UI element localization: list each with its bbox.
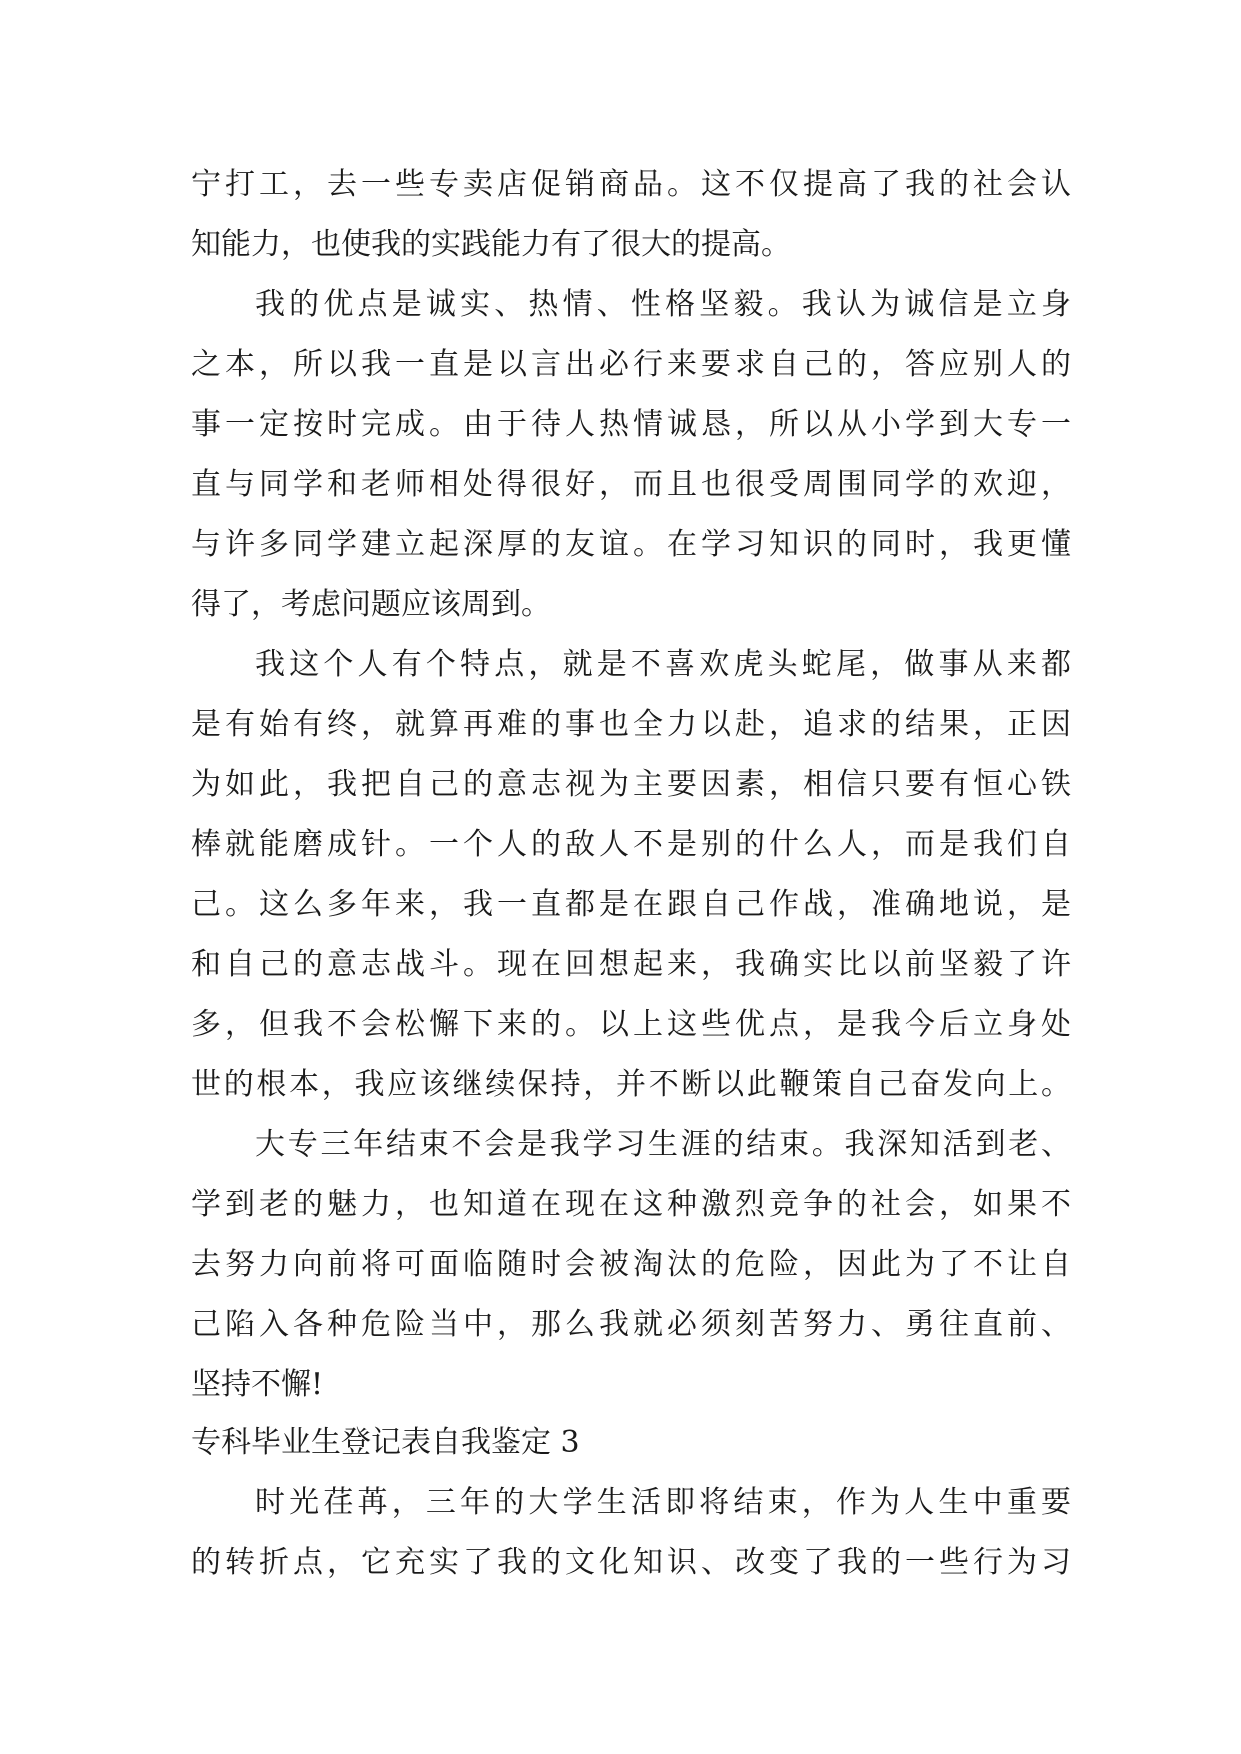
paragraph-line: 多，但我不会松懈下来的。以上这些优点，是我今后立身处 <box>191 1007 1071 1042</box>
paragraph-line: 棒就能磨成针。一个人的敌人不是别的什么人，而是我们自 <box>191 827 1071 862</box>
paragraph-line: 知能力，也使我的实践能力有了很大的提高。 <box>191 227 791 262</box>
paragraph-line: 的转折点，它充实了我的文化知识、改变了我的一些行为习 <box>191 1545 1071 1580</box>
paragraph-line: 世的根本，我应该继续保持，并不断以此鞭策自己奋发向上。 <box>191 1067 1071 1102</box>
paragraph-line: 坚持不懈! <box>191 1367 324 1402</box>
section-heading: 专科毕业生登记表自我鉴定 3 <box>191 1425 580 1460</box>
paragraph-line: 己陷入各种危险当中，那么我就必须刻苦努力、勇往直前、 <box>191 1307 1071 1342</box>
paragraph-line: 时光荏苒，三年的大学生活即将结束，作为人生中重要 <box>255 1485 1071 1520</box>
paragraph-line: 我这个人有个特点，就是不喜欢虎头蛇尾，做事从来都 <box>255 647 1071 682</box>
paragraph-line: 为如此，我把自己的意志视为主要因素，相信只要有恒心铁 <box>191 767 1071 802</box>
paragraph-line: 之本，所以我一直是以言出必行来要求自己的，答应别人的 <box>191 347 1071 382</box>
paragraph-line: 和自己的意志战斗。现在回想起来，我确实比以前坚毅了许 <box>191 947 1071 982</box>
paragraph-line: 与许多同学建立起深厚的友谊。在学习知识的同时，我更懂 <box>191 527 1071 562</box>
paragraph-line: 学到老的魅力，也知道在现在这种激烈竞争的社会，如果不 <box>191 1187 1071 1222</box>
paragraph-line: 直与同学和老师相处得很好，而且也很受周围同学的欢迎， <box>191 467 1071 502</box>
paragraph-line: 大专三年结束不会是我学习生涯的结束。我深知活到老、 <box>255 1127 1071 1162</box>
paragraph-line: 我的优点是诚实、热情、性格坚毅。我认为诚信是立身 <box>255 287 1071 322</box>
paragraph-line: 去努力向前将可面临随时会被淘汰的危险，因此为了不让自 <box>191 1247 1071 1282</box>
paragraph-line: 己。这么多年来，我一直都是在跟自己作战，准确地说，是 <box>191 887 1071 922</box>
paragraph-line: 得了，考虑问题应该周到。 <box>191 587 551 622</box>
paragraph-line: 是有始有终，就算再难的事也全力以赴，追求的结果，正因 <box>191 707 1071 742</box>
paragraph-line: 事一定按时完成。由于待人热情诚恳，所以从小学到大专一 <box>191 407 1071 442</box>
paragraph-line: 宁打工，去一些专卖店促销商品。这不仅提高了我的社会认 <box>191 167 1071 202</box>
